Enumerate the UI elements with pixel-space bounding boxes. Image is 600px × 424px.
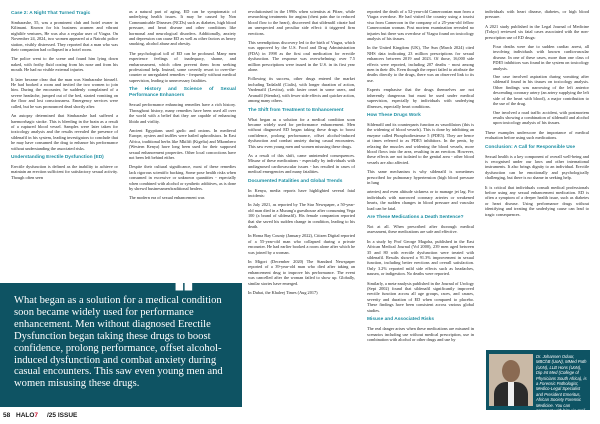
column-3 bbox=[248, 9, 355, 418]
paragraph: Sexual health is a key component of overall well-being and is recognised under our laws and other international instruments. It also brings dignity to an individual. Erectile dysfunction can be emotionally and psychologically challenging, but there is no shame in seeking help. bbox=[485, 153, 589, 181]
paragraph: As a result of this shift, came unintended consequences. Misuse of these medications - especially by individuals with undiagnosed cardiovascular issues - has resulted in cases of medical emergencies and many fatalities. bbox=[248, 152, 355, 175]
paragraph: These examples underscore the importance of medical evaluation before using such medications. bbox=[485, 129, 589, 141]
author-photo-head bbox=[502, 360, 520, 382]
paragraph: In July 2021, as reported by The Star Newspaper, a 50-year-old man died in a Murang'a guesthouse after consuming Vega 100 (a brand of sildenafil). His female companion reported that she saved his sudden change in condition, leading to his death. bbox=[248, 202, 355, 229]
paragraph: individuals with heart disease, diabetes, or high blood pressure. bbox=[485, 9, 589, 20]
paragraph: It later became clear that the man was Simbarashe himself. He had booked a room and invited the two women to join him. During the encounter, he suddenly complained of a severe headache, jumped out of the bed, started vomiting on the floor and lost consciousness. Emergency services were called, but he was pronounced dead shortly after. bbox=[11, 76, 118, 109]
paragraph: Erectile dysfunction is defined as the inability to achieve or maintain an erection sufficient for satisfactory sexual activity. Though often seen bbox=[11, 163, 118, 180]
magazine-brand bbox=[16, 412, 38, 419]
section-heading: The History and Science of Sexual Performance Enhancers bbox=[129, 87, 236, 99]
section-heading: Documented Fatalities and Global Trends bbox=[248, 178, 343, 184]
paragraph: Following its success, other drugs entered the market including Tadalafil (Cialis), with longer duration of action, Vardenafil (Levitra), with faster onset in some users, and Avanafil (Stendra), with fewer side effects and quicker action, among many others. bbox=[248, 76, 355, 104]
author-bio: Dr. Johansen Oduor, MBChB (UoN), MMed Path (UoN), LLB Hons (UoN), Dip Int Med (College of Physicians South Africa), is a Forensic Pathologist, Medico-Legal Specialist and President Emeritus, African Society Forensic Medicine. You can comment with him via mail at: johansenoduor@gmail.com. bbox=[536, 354, 589, 424]
section-heading: How These Drugs Work bbox=[367, 112, 421, 118]
paragraph: Sildenafil and its counterparts function as vasodilators (this is the widening of blood vessels). This is done by inhibiting an enzyme called Phosphodiesterase 5 (PDE5). They are hence at times referred to as PDE5 inhibitors. In the penis, by relaxing the muscles and widening the blood vessels, more blood flows into the area, resulting in an erection. However, these effects are not isolated to the genital area - other blood vessels are also affected. bbox=[367, 121, 474, 165]
quote-mark-icon: ❝ bbox=[172, 271, 195, 317]
section-heading: Conclusion: A Call for Responsible Use bbox=[485, 144, 575, 150]
paragraph: The modern era of sexual enhancement was bbox=[129, 195, 205, 201]
paragraph: An autopsy determined that Simbarashe had suffered a haemorrhagic stroke. This is bleeding in the brain as a result of a ruptured blood vessel. Samples were later taken for toxicology analysis and the results revealed the presence of sildenafil in his system, leading investigators to conclude that he may have consumed the drug to enhance his performance without understanding the associated risks. bbox=[11, 113, 118, 151]
paragraph: Similarly, a meta-analysis published in the Journal of Urology (Sept 2002) found that sildenafil significantly improved erectile function across all age groups, races, and causes, severity and duration of ED when compared to placebo. These findings have been consistent across various global studies. bbox=[367, 280, 474, 313]
paragraph: It is critical that individuals consult medical professionals before using any sexual enhancement medication. ED is often a symptom of a deeper health issue, such as diabetes or heart disease. Using performance drugs without identifying and treating the underlying cause can lead to tragic consequences. bbox=[485, 184, 589, 217]
brand-number: 7 bbox=[34, 412, 39, 419]
list-item: • One case involved aspiration during vomiting after sildenafil found in his tissues on toxicology analysis. Other findings was narrowing of the left anterior descending coronary artery (an artery supplying the left side of the heart with blood), a major contribution to the use of the drug. bbox=[493, 74, 589, 106]
section-heading: Are These Medications a Death Sentence? bbox=[367, 215, 464, 220]
paragraph: This serendipitous discovery led to the birth of Viagra, which was approved by the U.S. Food and Drug Administration (FDA) in 1998 as the first oral medication for erectile dysfunction. The response was overwhelming: over 7.5 million prescriptions were issued in the U.S. in its first year alone. bbox=[248, 40, 355, 73]
pull-quote-text: What began as a solution for a medical condition soon became widely used for performance enhancement. Men without diagnosed Erectile Dysfunction began taking these drugs to boost confidence, prolong performance, offset alcohol-induced dysfunction and combat anxiety during casual encounters. This saw even young men and women misusing these drugs. bbox=[14, 295, 223, 390]
paragraph: In a study by Prof George Magoha, published in the East African Medical Journal (Vol 2000), 239 men aged between 35 and 80 with erectile dysfunction were treated with sildenafil. Results showed a 91.3% improvement in sexual function, including better erections and overall satisfaction. Only 3.2% reported mild side effects such as headaches, nausea, or indigestion. No deaths were reported. bbox=[367, 238, 474, 277]
list-item: • One involved a road traffic accident, with postmortem results showing a combination of sildenafil and alcohol upon toxicology analysis of his tissues. bbox=[493, 110, 589, 126]
author-photo-shirt bbox=[508, 382, 514, 406]
paragraph: In the United Kingdom (UK), The Sun (March 2024) cited NHS data indicating 23 million prescriptions for sexual enhancers between 2019 and 2023. Of those, 16,000 side effects were reported, including 207 deaths - most among men in their 40s. Even though the report failed to attribute the deaths directly to the drugs, there was an observed link to its use. bbox=[367, 45, 474, 83]
paragraph: Experts emphasise that the drugs themselves are not inherently dangerous but must be used under medical supervision, especially by individuals with underlying illnesses, especially heart conditions. bbox=[367, 87, 474, 109]
paragraph: reported the death of a 52-year-old Cameroonian man from a Viagra overdose. He had visited the country using a tourist visa from Cameroon in the company of a 25-year-old fellow Cameroonian woman. Post mortem examination revealed no injuries but there was overdose of Viagra found on toxicology analysis of his tissues. bbox=[367, 9, 474, 42]
paragraph: A 2021 study published in the Legal Journal of Medicine (Tokyo) reviewed six fatal cases associated with the non-prescription use of ED drugs: bbox=[485, 23, 589, 40]
paragraph: In Dubai, the Khaleej Times (Aug 2017) bbox=[248, 290, 318, 296]
author-photo bbox=[489, 354, 533, 406]
column-1 bbox=[11, 9, 118, 289]
paragraph: The psychological toll of ED can be profound. Many men experience feelings of inadequacy, shame, and embarrassment, which often prevent them from seeking professional help. Instead, some covertly resort to over-the-counter or unregulated remedies - frequently without medical supervision, leading to unnecessary fatalities. bbox=[129, 50, 236, 83]
bullet-list bbox=[485, 44, 589, 126]
column-4 bbox=[367, 9, 474, 418]
section-heading: The Shift from Treatment to Enhancement bbox=[248, 107, 344, 113]
paragraph: revolutionised in the 1990s when scientists at Pfizer, while researching treatments for angina (chest pain due to reduced blood flow to the heart), discovered that sildenafil citrate had an unexpected and peculiar side effect: it triggered firm erections. bbox=[248, 9, 355, 36]
paragraph: In Homa Bay County (January 2022), Citizen Digital reported of a 55-year-old man who collapsed during a private encounter. He had earlier booked a room alone after which he was joined by a woman. bbox=[248, 233, 355, 255]
list-item: • Four deaths were due to sudden cardiac arrest, all involving individuals with known cardiovascular disease. In one of these cases, more than one class of PDE5 inhibitors was found in the system on toxicology analysis. bbox=[493, 44, 589, 71]
paragraph: Not at all. When prescribed after thorough medical assessment, these medications are safe and effective. bbox=[367, 224, 474, 235]
author-box bbox=[486, 350, 590, 424]
paragraph: as a natural part of aging, ED can be symptomatic of underlying health issues. It may be caused by Non Communicable Diseases (NCDs) such as diabetes, high blood pressure, and heart disease and other conditions like hormonal and neurological disorders. Additionally, anxiety and depression can cause ED as well as other factors as heavy smoking, alcohol abuse and obesity. bbox=[129, 9, 236, 47]
brand-main: HALO bbox=[16, 412, 35, 419]
column-5 bbox=[485, 9, 589, 349]
paragraph: arteries) and even altitude sickness or to manage jet lag. For individuals with narrowed coronary arteries or weakened hearts, the sudden changes in blood pressure and vascular load can be fatal. bbox=[367, 189, 474, 211]
paragraph: The police went to the scene and found him lying down naked, with frothy fluid oozing from his nose and from his mouth. He had no visible external injuries. bbox=[11, 56, 118, 73]
paragraph: The real danger arises when these medications are misused in scenarios including use without medical prescription, use in combination with alcohol or other drugs and use by bbox=[367, 326, 474, 342]
pull-quote-box bbox=[0, 271, 242, 407]
section-heading: Misuse and Associated Risks bbox=[367, 317, 435, 323]
paragraph: Simbarashe, 55, was a prominent club and hotel owner in Kilimani. Known for his business acumen and vibrant nightlife ventures, He was also a regular user of Viagra. On November 24, 2024, two women appeared at a Nairobi police station, visibly distressed. They reported that a man who was their companion had collapsed in a hotel room. bbox=[11, 20, 118, 53]
paragraph: This same mechanism is why sildenafil is sometimes prescribed for pulmonary hypertension (high blood pressure in lung bbox=[367, 169, 474, 185]
paragraph: In Kenya, media reports have highlighted several fatal incidents: bbox=[248, 187, 355, 198]
paragraph: In Migori (December 2020) The Standard Newspaper reported of a 39-year-old man who died after taking an enhancement drug to improve his performance. The event was cancelled after the woman failed to show up. Globally, similar stories have emerged. bbox=[248, 259, 355, 286]
page-footer bbox=[0, 409, 300, 424]
page-number: 58 bbox=[3, 412, 11, 419]
case-heading: Case 2: A Night That Turned Tragic bbox=[11, 11, 91, 16]
paragraph: Ancient Egyptians used garlic and onions. In medieval Europe, oysters and truffles were hailed aphrodisiacs. In East Africa, traditional herbs like Mkilifi (Kigelia) and Mkombero (Western Kenya) have long been used for their supposed sexual enhancement properties. Other local concoctions have not been left behind either. bbox=[129, 127, 236, 160]
issue-label: /25 ISSUE bbox=[47, 412, 78, 419]
section-heading: Understanding Erectile Dysfunction (ED) bbox=[11, 154, 104, 160]
paragraph: Sexual performance enhancing remedies have a rich history. Throughout history, many remedies have been used all over the world with a belief that they are capable of enhancing libido and virility. bbox=[129, 102, 236, 124]
paragraph: What began as a solution for a medical condition soon became widely used for performance enhancement. Men without diagnosed ED began taking these drugs to boost confidence, prolong performance, offset alcohol-induced dysfunction and combat anxiety during casual encounters. This saw even young men and women misusing these drugs. bbox=[248, 116, 355, 149]
paragraph: Despite their cultural significance, most of these remedies lack rigorous scientific backing. Some pose health risks when consumed in excessive or unknown quantities - especially when combined with alcohol or synthetic additives, as is done by shrewd businessmen/traditional healers. bbox=[129, 164, 236, 191]
